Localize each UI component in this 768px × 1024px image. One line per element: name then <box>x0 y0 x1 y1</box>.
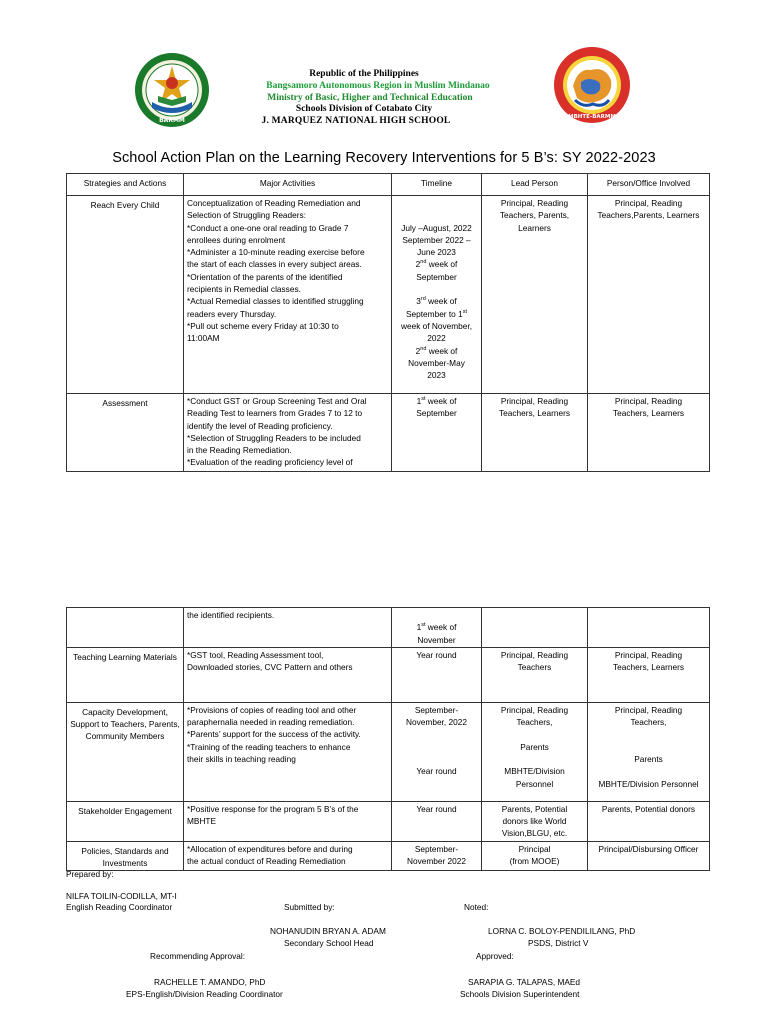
cell-line: MBHTE <box>187 816 217 827</box>
approved-title: Schools Division Superintendent <box>460 989 580 999</box>
prepared-title: English Reading Coordinator <box>66 902 173 912</box>
strategy-cell: Reach Every Child <box>67 196 184 394</box>
cell-line: July –August, 2022 <box>401 222 472 233</box>
cell-line: Vision,BLGU, etc. <box>501 828 568 839</box>
noted-title: PSDS, District V <box>528 938 589 948</box>
prepared-label: Prepared by: <box>66 869 114 879</box>
table-row <box>67 394 710 472</box>
noted-label: Noted: <box>464 902 489 912</box>
recommending-name: RACHELLE T. AMANDO, PhD <box>154 977 266 987</box>
cell-line: Principal, Reading <box>500 396 569 406</box>
cell-line <box>395 209 478 221</box>
timeline-cell <box>392 196 482 394</box>
involved-cell <box>588 702 710 801</box>
submitted-name: NOHANUDIN BRYAN A. ADAM <box>270 926 386 936</box>
cell-line: Teachers, Learners <box>612 408 685 419</box>
cell-line: Teachers, <box>630 717 667 728</box>
cell-line: Principal, Reading <box>500 649 569 660</box>
strategy-cell: Capacity Development, Support to Teachers, Parents, Community Members <box>67 702 184 801</box>
cell-line: Principal, Reading <box>500 198 569 208</box>
cell-line <box>485 728 584 740</box>
school-name: J. MARQUEZ NATIONAL HIGH SCHOOL <box>261 116 451 126</box>
cell-line: *Selection of Struggling Readers to be included <box>187 432 361 443</box>
document-title: School Action Plan on the Learning Recovery Interventions for 5 B’s: SY 2022-2023 <box>112 150 656 166</box>
cell-line: Principal, Reading <box>614 396 683 406</box>
timeline-cell <box>392 801 482 841</box>
cell-line: Conceptualization of Reading Remediation and <box>187 198 361 208</box>
table-row <box>67 647 710 702</box>
cell-line: Teachers, Parents, <box>499 210 570 221</box>
cell-line: *Allocation of expenditures before and during <box>187 843 353 854</box>
involved-cell <box>588 801 710 841</box>
cell-line: 2nd week of <box>415 345 458 356</box>
cell-line <box>591 728 706 740</box>
cell-line <box>591 765 706 777</box>
ministry-line: Ministry of Basic, Higher and Technical Education <box>267 93 473 103</box>
cell-line: the actual conduct of Reading Remediation <box>187 856 346 867</box>
cell-line: September- <box>414 704 459 715</box>
activities-cell <box>184 702 392 801</box>
cell-line: September to 1st <box>405 308 467 319</box>
cell-line <box>591 741 706 753</box>
cell-line: Year round <box>416 803 457 814</box>
cell-line: the start of each classes in every subject areas. <box>187 259 362 270</box>
timeline-cell <box>392 647 482 702</box>
cell-line: Parents, Potential donors <box>601 803 696 814</box>
cell-line <box>395 609 478 621</box>
header-lead-person: Lead Person <box>482 174 588 196</box>
republic-line: Republic of the Philippines <box>309 69 419 79</box>
cell-line <box>395 197 478 209</box>
lead-person-cell <box>482 608 588 648</box>
cell-line: identify the level of Reading proficiency. <box>187 420 333 431</box>
cell-line: MBHTE/Division Personnel <box>598 778 699 789</box>
timeline-cell <box>392 608 482 648</box>
cell-line <box>395 753 478 765</box>
cell-line <box>395 728 478 740</box>
submitted-title: Secondary School Head <box>284 938 374 948</box>
cell-line: Year round <box>416 649 457 660</box>
lead-person-cell <box>482 841 588 871</box>
cell-line: *Evaluation of the reading proficiency level of <box>187 457 353 468</box>
activities-cell <box>184 394 392 472</box>
table-row <box>67 801 710 841</box>
cell-line: Teachers, <box>516 717 553 728</box>
recommending-label: Recommending Approval: <box>150 951 246 961</box>
cell-line: Year round <box>416 766 457 777</box>
cell-line: Teachers <box>517 662 552 673</box>
cell-line: 1st week of <box>416 396 457 406</box>
svg-text:MBHTE-BARMM: MBHTE-BARMM <box>568 114 616 120</box>
lead-person-cell <box>482 801 588 841</box>
cell-line: *Pull out scheme every Friday at 10:30 to <box>187 320 339 331</box>
cell-line: September 2022 – <box>402 234 471 245</box>
table-row <box>67 702 710 801</box>
submitted-label: Submitted by: <box>284 902 335 912</box>
region-line: Bangsamoro Autonomous Region in Muslim Mindanao <box>266 81 490 91</box>
cell-line: 3rd week of <box>416 296 457 307</box>
cell-line: Teachers,Parents, Learners <box>597 210 700 221</box>
cell-line <box>395 741 478 753</box>
cell-line: *Orientation of the parents of the identified <box>187 271 343 282</box>
cell-line: in the Reading Remediation. <box>187 445 292 456</box>
approved-label: Approved: <box>476 951 514 961</box>
cell-line: *Actual Remedial classes to identified struggling <box>187 296 364 307</box>
strategy-cell: Assessment <box>67 394 184 472</box>
cell-line: Principal/Disbursing Officer <box>598 843 699 854</box>
cell-line: *Training of the reading teachers to enhance <box>187 741 351 752</box>
table-row <box>67 841 710 871</box>
letterhead <box>0 0 768 140</box>
cell-line: (from MOOE) <box>509 856 560 867</box>
involved-cell <box>588 196 710 394</box>
prepared-name: NILFA TOILIN-CODILLA, MT-I <box>66 891 177 901</box>
cell-line: recipients in Remedial classes. <box>187 284 301 295</box>
activities-cell <box>184 608 392 648</box>
cell-line: Personnel <box>515 778 554 789</box>
strategy-cell: Policies, Standards and Investments <box>67 841 184 871</box>
cell-line: 2023 <box>427 370 446 381</box>
timeline-cell <box>392 702 482 801</box>
action-plan-table-page2 <box>66 607 710 871</box>
cell-line: MBHTE/Division <box>504 766 565 777</box>
cell-line: November-May <box>408 357 465 368</box>
cell-line: Learners <box>518 222 551 233</box>
cell-line: September <box>416 408 457 419</box>
involved-cell <box>588 608 710 648</box>
cell-line: Downloaded stories, CVC Pattern and others <box>187 662 353 673</box>
cell-line: *GST tool, Reading Assessment tool, <box>187 649 324 660</box>
cell-line: *Provisions of copies of reading tool and other <box>187 704 357 715</box>
division-line: Schools Division of Cotabato City <box>295 104 433 114</box>
cell-line: readers every Thursday. <box>187 308 277 319</box>
timeline-cell <box>392 394 482 472</box>
cell-line: *Parents’ support for the success of the activity. <box>187 729 361 740</box>
involved-cell <box>588 647 710 702</box>
action-plan-table-page1 <box>66 173 710 472</box>
cell-line: Parents <box>634 754 663 765</box>
cell-line: week of November, <box>400 320 473 331</box>
strategy-cell <box>67 608 184 648</box>
cell-line: the identified recipients. <box>187 610 275 620</box>
cell-line: Selection of Struggling Readers: <box>187 210 306 221</box>
activities-cell <box>184 196 392 394</box>
cell-line: Parents, Potential <box>501 803 568 814</box>
cell-line: November, 2022 <box>406 717 467 728</box>
cell-line: Principal, Reading <box>614 649 683 660</box>
header-strategies: Strategies and Actions <box>67 174 184 196</box>
lead-person-cell <box>482 196 588 394</box>
cell-line: 1st week of <box>416 622 457 633</box>
cell-line: September- <box>414 843 459 854</box>
lead-person-cell <box>482 394 588 472</box>
header-activities: Major Activities <box>184 174 392 196</box>
cell-line: *Administer a 10-minute reading exercise before <box>187 247 365 258</box>
header-timeline: Timeline <box>392 174 482 196</box>
cell-line: Parents <box>520 741 549 752</box>
cell-line: Principal, Reading <box>500 704 569 715</box>
timeline-cell <box>392 841 482 871</box>
cell-line: Teachers, Learners <box>612 662 685 673</box>
table-header-row <box>67 174 710 196</box>
involved-cell <box>588 394 710 472</box>
svg-text:BARMM: BARMM <box>159 117 185 124</box>
cell-line: November <box>417 634 456 645</box>
cell-line: Principal, Reading <box>614 704 683 715</box>
cell-line: donors like World <box>502 816 567 827</box>
cell-line: November 2022 <box>406 856 467 867</box>
cell-line: paraphernalia needed in reading remediation. <box>187 717 355 728</box>
activities-cell <box>184 841 392 871</box>
cell-line: Reading Test to learners from Grades 7 to 12 to <box>187 408 363 419</box>
cell-line: their skills in teaching reading <box>187 754 296 765</box>
approved-name: SARAPIA G. TALAPAS, MAEd <box>468 977 581 987</box>
lead-person-cell <box>482 702 588 801</box>
cell-line: 11:00AM <box>187 333 220 344</box>
cell-line: 2nd week of <box>415 259 458 270</box>
strategy-cell: Teaching Learning Materials <box>67 647 184 702</box>
cell-line: *Conduct a one-one oral reading to Grade 7 <box>187 222 349 233</box>
activities-cell <box>184 801 392 841</box>
strategy-cell: Stakeholder Engagement <box>67 801 184 841</box>
activities-cell <box>184 647 392 702</box>
cell-line: *Conduct GST or Group Screening Test and Oral <box>187 396 367 406</box>
cell-line: enrollees during enrolment <box>187 234 286 245</box>
lead-person-cell <box>482 647 588 702</box>
recommending-title: EPS-English/Division Reading Coordinator <box>126 989 283 999</box>
cell-line: 2022 <box>427 333 446 344</box>
cell-line <box>485 753 584 765</box>
cell-line: Principal <box>518 843 551 854</box>
table-row <box>67 608 710 648</box>
cell-line: Principal, Reading <box>614 198 683 208</box>
header-involved: Person/Office Involved <box>588 174 710 196</box>
involved-cell <box>588 841 710 871</box>
cell-line: September <box>416 271 457 282</box>
cell-line <box>395 283 478 295</box>
cell-line: *Positive response for the program 5 B’s of the <box>187 803 359 814</box>
cell-line: June 2023 <box>417 247 456 258</box>
cell-line: Teachers, Learners <box>498 408 571 419</box>
table-row <box>67 196 710 394</box>
noted-name: LORNA C. BOLOY-PENDILILANG, PhD <box>488 926 636 936</box>
